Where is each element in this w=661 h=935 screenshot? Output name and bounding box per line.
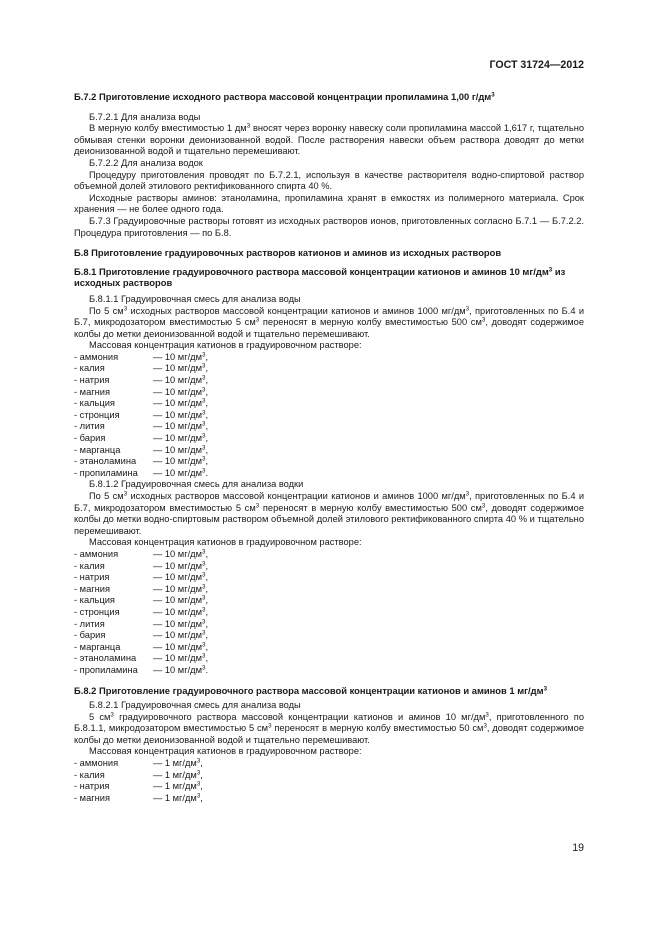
ion-name: - магния: [74, 792, 110, 803]
paragraph: Массовая концентрация катионов в градуировочном растворе:: [89, 340, 362, 351]
list-item: [74, 421, 584, 433]
list-item: [74, 549, 584, 561]
doc-id-header: ГОСТ 31724—2012: [489, 59, 584, 71]
concentration-value: — 10 $мг/дм^3$,: [153, 641, 209, 652]
list-item: [74, 630, 584, 642]
concentration-value: — 10 $мг/дм^3$,: [153, 571, 209, 583]
paragraph: Процедуру приготовления проводят по Б.7.2.1, используя в качестве растворителя водно-спиртовой раствор объемной долей этилового ректификованного спирта 40 %.: [74, 169, 584, 192]
list-item: [74, 352, 584, 364]
paragraph: По 5 $см^3$ исходных растворов массовой концентрации катионов и аминов 1000 $мг/дм^3$, приготовленных по Б.4 и Б.7, микродозатором вместимостью 5 $см^3$ переносят в мерную колбу вместимостью 500 $см^3$, доводят содержимое колбы до метки деионизованной водой и тщательно перемешивают.: [74, 304, 585, 339]
paragraph: Б.7.3 Градуировочные растворы готовят из исходных растворов ионов, приготовленных согласно Б.7.1 — Б.7.2.2. Процедура приготовления — по Б.8.: [74, 215, 584, 238]
ion-name: - калия: [74, 363, 105, 374]
list-item: [74, 468, 584, 480]
list-item: [74, 642, 584, 654]
paragraph: Массовая концентрация катионов в градуировочном растворе:: [89, 746, 362, 757]
document-page: [74, 0, 584, 935]
concentration-value: — 1 $мг/дм^3$,: [153, 792, 203, 803]
paragraph: Исходные растворы аминов: этаноламина, пропиламина хранят в емкостях из полимерного материала. Срок хранения — не более одного года.: [74, 192, 584, 215]
paragraph: Б.7.2.1 Для анализа воды: [89, 111, 201, 122]
concentration-value: — 10 $мг/дм^3$.: [153, 467, 209, 478]
list-item: [74, 456, 584, 468]
concentration-value: — 10 $мг/дм^3$,: [153, 351, 209, 362]
ion-name: - магния: [74, 583, 110, 594]
list-item: [74, 561, 584, 573]
concentration-value: — 10 $мг/дм^3$,: [153, 559, 209, 571]
ion-name: - аммония: [74, 548, 119, 559]
ion-name: - этаноламина: [74, 456, 137, 467]
ion-name: - стронция: [74, 409, 120, 420]
list-item: [74, 433, 584, 445]
list-item: [74, 781, 584, 793]
list-item: [74, 595, 584, 607]
paragraph: Б.8.1.1 Градуировочная смесь для анализа воды: [89, 293, 301, 304]
concentration-value: — 10 $мг/дм^3$,: [153, 583, 209, 594]
concentration-value: — 10 $мг/дм^3$,: [153, 548, 209, 559]
list-item: [74, 758, 584, 770]
paragraph: Б.7.2.2 Для анализа водок: [89, 157, 203, 168]
ion-name: - пропиламина: [74, 664, 138, 675]
ion-name: - кальция: [74, 595, 115, 606]
list-item: [74, 770, 584, 782]
list-item: [74, 793, 584, 805]
paragraph: В мерную колбу вместимостью 1 $дм^3$ вносят через воронку навеску соли пропиламина массой 1,617 г, тщательно обмывая стенки воронки деионизованной водой. После растворения навески объем раствора доводят до метки деионизованной водой и тщательно перемешивают.: [74, 122, 584, 157]
section-title-b8: Б.8 Приготовление градуировочных растворов катионов и аминов из исходных растворов: [74, 247, 502, 259]
ion-name: - калия: [74, 769, 105, 780]
ion-name: - марганца: [74, 444, 121, 455]
concentration-value: — 10 $мг/дм^3$,: [153, 409, 209, 420]
ion-name: - этаноламина: [74, 653, 137, 664]
list-item: [74, 363, 584, 375]
section-title-b72: Б.7.2 Приготовление исходного раствора массовой концентрации пропиламина 1,00 $г/дм^3$: [74, 91, 495, 102]
concentration-value: — 10 $мг/дм^3$,: [153, 617, 209, 629]
ion-name: - кальция: [74, 398, 115, 409]
ion-name: - стронция: [74, 606, 120, 617]
concentration-value: — 10 $мг/дм^3$,: [153, 606, 209, 617]
concentration-value: — 1 $мг/дм^3$,: [153, 780, 203, 792]
paragraph: Массовая концентрация катионов в градуировочном растворе:: [89, 537, 362, 548]
concentration-value: — 1 $мг/дм^3$,: [153, 769, 203, 780]
ion-name: - пропиламина: [74, 467, 138, 478]
ion-name: - натрия: [74, 375, 110, 386]
list-item: [74, 445, 584, 457]
ion-name: - натрия: [74, 572, 110, 583]
list-item: [74, 572, 584, 584]
concentration-value: — 10 $мг/дм^3$,: [153, 420, 209, 432]
list-item: [74, 375, 584, 387]
concentration-value: — 10 $мг/дм^3$,: [153, 629, 209, 641]
concentration-list: [74, 352, 584, 480]
list-item: [74, 607, 584, 619]
concentration-value: — 10 $мг/дм^3$,: [153, 444, 209, 455]
ion-name: - бария: [74, 630, 106, 641]
ion-name: - аммония: [74, 351, 119, 362]
concentration-value: — 10 $мг/дм^3$,: [153, 652, 209, 664]
list-item: [74, 619, 584, 631]
content: [74, 91, 584, 804]
list-item: [74, 398, 584, 410]
concentration-value: — 10 $мг/дм^3$,: [153, 362, 209, 374]
concentration-value: — 10 $мг/дм^3$,: [153, 374, 209, 386]
concentration-value: — 10 $мг/дм^3$,: [153, 397, 209, 409]
list-item: [74, 665, 584, 677]
concentration-value: — 1 $мг/дм^3$,: [153, 757, 203, 769]
paragraph: 5 $см^3$ градуировочного раствора массовой концентрации катионов и аминов 10 $мг/дм^3$, приготовленного по Б.8.1.1, микродозатором вместимостью 5 $см^3$ переносят в мерную колбу вместимостью 50 $см^3$, доводят содержимое колбы до метки деионизованной водой и тщательно перемешивают.: [74, 711, 585, 745]
section-title-b82: Б.8.2 Приготовление градуировочного раствора массовой концентрации катионов и аминов 1 $мг/дм^3$: [74, 684, 548, 696]
ion-name: - калия: [74, 560, 105, 571]
paragraph: Б.8.1.2 Градуировочная смесь для анализа водки: [89, 479, 304, 490]
concentration-value: — 10 $мг/дм^3$,: [153, 594, 209, 606]
concentration-value: — 10 $мг/дм^3$,: [153, 455, 209, 467]
page-number: 19: [572, 842, 584, 854]
concentration-list: [74, 758, 584, 804]
paragraph: Б.8.2.1 Градуировочная смесь для анализа воды: [89, 700, 301, 711]
ion-name: - марганца: [74, 641, 121, 652]
list-item: [74, 387, 584, 399]
section-title-b81: Б.8.1 Приготовление градуировочного раствора массовой концентрации катионов и аминов 10 $мг/дм^3$ из исходных растворов: [74, 265, 566, 289]
list-item: [74, 584, 584, 596]
ion-name: - натрия: [74, 781, 110, 792]
ion-name: - лития: [74, 421, 105, 432]
list-item: [74, 410, 584, 422]
ion-name: - лития: [74, 618, 105, 629]
ion-name: - магния: [74, 386, 110, 397]
concentration-value: — 10 $мг/дм^3$.: [153, 664, 209, 675]
paragraph: По 5 $см^3$ исходных растворов массовой концентрации катионов и аминов 1000 $мг/дм^3$, приготовленных по Б.4 и Б.7, микродозатором вместимостью 5 $см^3$ переносят в мерную колбу вместимостью 500 $см^3$, доводят содержимое колбы до метки водно-спиртовым раствором объемной долей этилового ректификованного спирта 40 % и тщательно перемешивают.: [74, 490, 585, 536]
list-item: [74, 653, 584, 665]
concentration-value: — 10 $мг/дм^3$,: [153, 386, 209, 397]
concentration-list: [74, 549, 584, 677]
concentration-value: — 10 $мг/дм^3$,: [153, 432, 209, 444]
ion-name: - аммония: [74, 758, 119, 769]
ion-name: - бария: [74, 433, 106, 444]
